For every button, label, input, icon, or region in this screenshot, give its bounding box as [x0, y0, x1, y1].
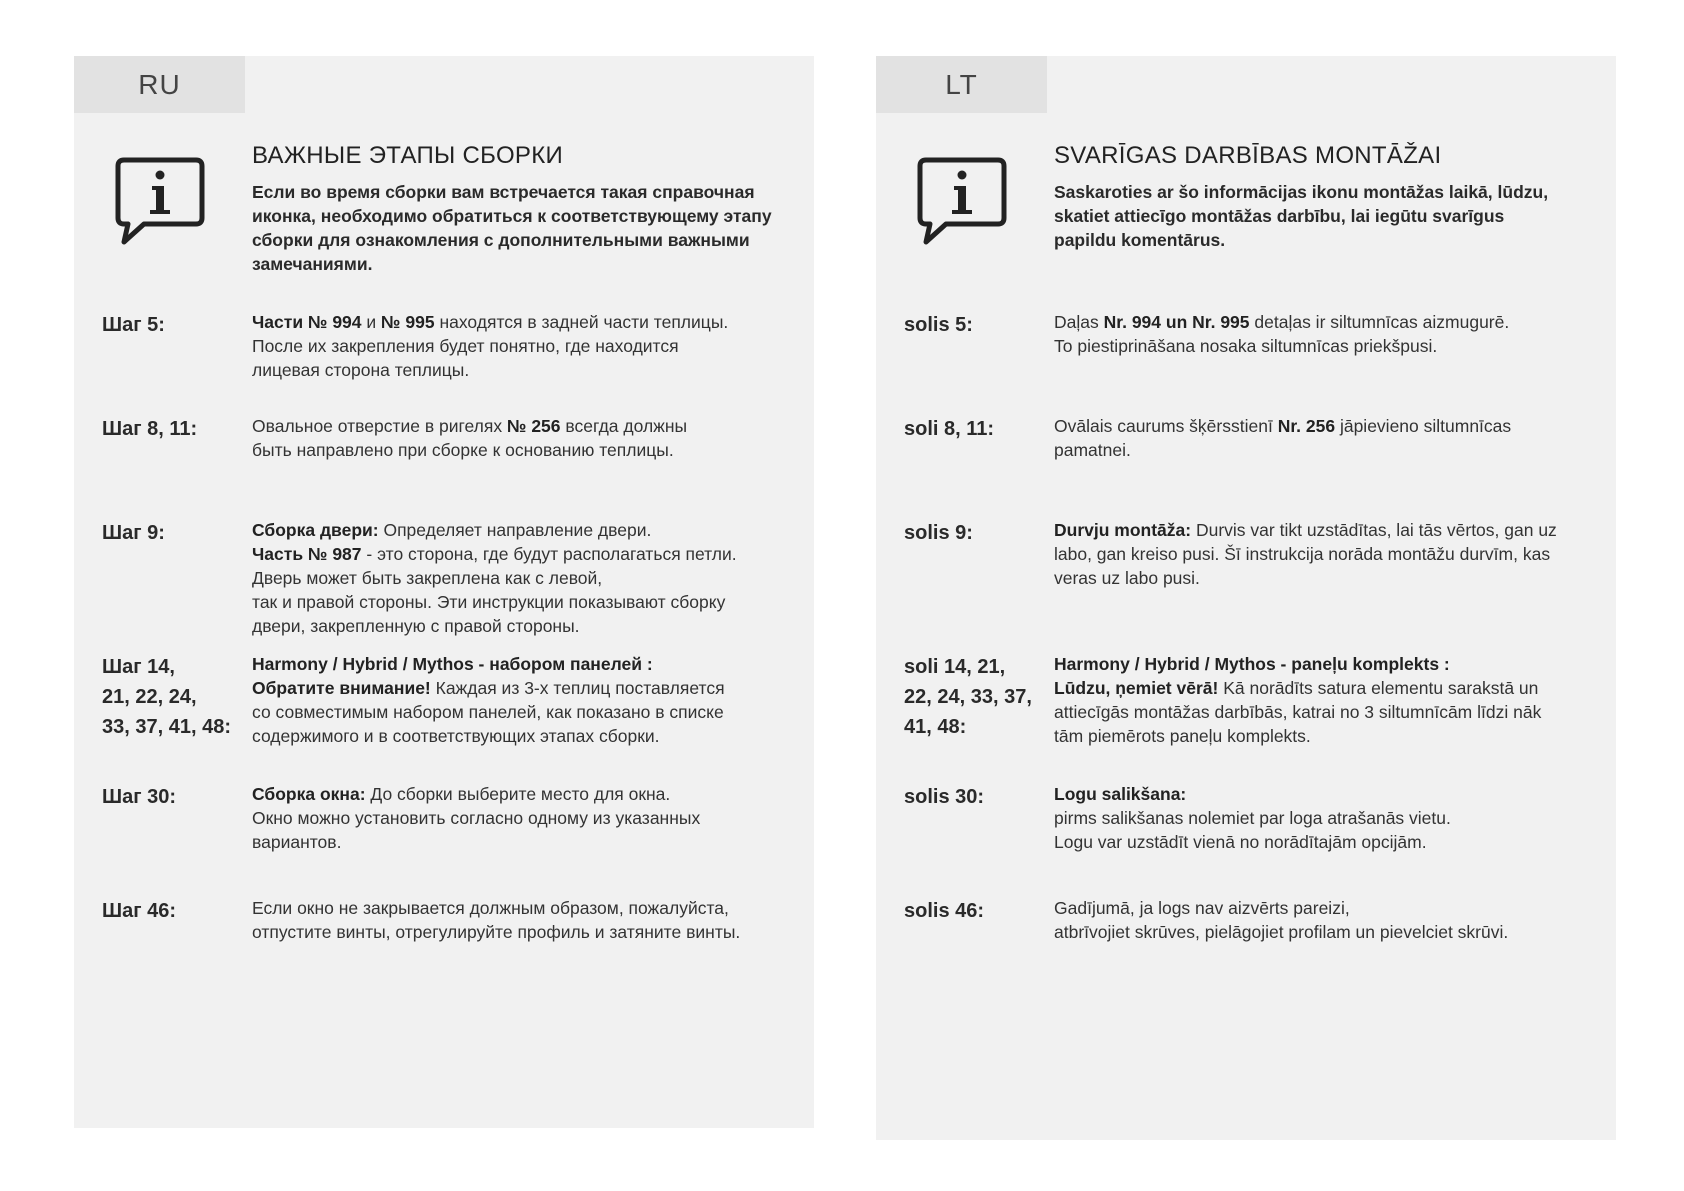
step-description	[1054, 782, 1574, 854]
step-line: pirms salikšanas nolemiet par loga atrašanās vietu.	[1054, 808, 1451, 828]
step-description	[1054, 518, 1574, 590]
bold-text: Обратите внимание!	[252, 678, 431, 698]
step-line: со совместимым набором панелей, как показано в списке	[252, 702, 724, 722]
step-label: soli 8, 11:	[904, 418, 995, 440]
bold-text: Сборка двери:	[252, 520, 379, 540]
step-label: solis 5:	[904, 314, 973, 336]
bold-text: Nr. 256	[1277, 416, 1336, 436]
bold-text: Logu salikšana:	[1054, 784, 1187, 804]
bold-text: № 256	[506, 416, 561, 436]
step-description	[252, 518, 800, 638]
page-title: SVARĪGAS DARBĪBAS MONTĀŽAI	[1054, 142, 1442, 169]
step-line: Овальное отверстие в ригелях № 256 всегда должны	[252, 416, 688, 436]
step-line: отпустите винты, отрегулируйте профиль и затяните винты.	[252, 922, 741, 942]
step-line: Дверь может быть закреплена как с левой,	[252, 568, 603, 588]
bold-text: Harmony / Hybrid / Mythos - набором панелей :	[252, 654, 653, 674]
bold-text: Harmony / Hybrid / Mythos - paneļu komplekts :	[1054, 654, 1450, 674]
step-line: Обратите внимание! Каждая из 3-х теплиц поставляется	[252, 678, 725, 698]
lt-panel	[876, 56, 1616, 1140]
step-line: вариантов.	[252, 832, 342, 852]
step-line: To piestiprināšana nosaka siltumnīcas priekšpusi.	[1054, 336, 1438, 356]
step-line	[1054, 782, 1574, 806]
step-description	[1054, 414, 1574, 462]
step-description	[1054, 652, 1574, 748]
step-label-line: 41, 48:	[904, 716, 967, 738]
ru-panel	[74, 56, 814, 1128]
step-label-line: soli 14, 21,	[904, 656, 1006, 678]
step-line: содержимого и в соответствующих этапах сборки.	[252, 726, 660, 746]
step-line: Daļas Nr. 994 un Nr. 995 detaļas ir siltumnīcas aizmugurē.	[1054, 312, 1510, 332]
step-line: Logu var uzstādīt vienā no norādītajām opcijām.	[1054, 832, 1427, 852]
step-line: лицевая сторона теплицы.	[252, 360, 470, 380]
step-line	[1054, 652, 1574, 676]
language-tab-ru: RU	[74, 56, 245, 113]
step-line: atbrīvojiet skrūves, pielāgojiet profilam un pievelciet skrūvi.	[1054, 922, 1509, 942]
step-description	[252, 896, 800, 944]
step-line: attiecīgās montāžas darbībās, katrai no 3 siltumnīcām līdzi nāk	[1054, 702, 1542, 722]
step-label	[904, 652, 1044, 742]
step-line: labo, gan kreiso pusi. Šī instrukcija norāda montāžu durvīm, kas	[1054, 544, 1551, 564]
bold-text: Сборка окна:	[252, 784, 366, 804]
step-line: Lūdzu, ņemiet vērā! Kā norādīts satura elementu sarakstā un	[1054, 678, 1539, 698]
step-label	[102, 652, 242, 742]
step-line: Ovālais caurums šķērsstienī Nr. 256 jāpievieno siltumnīcas pamatnei.	[1054, 416, 1512, 460]
step-description	[252, 310, 800, 382]
step-line: Durvju montāža: Durvis var tikt uzstādītas, lai tās vērtos, gan uz	[1054, 520, 1557, 540]
step-label: solis 30:	[904, 786, 985, 808]
info-speech-bubble-icon	[114, 156, 206, 252]
language-tab-lt: LT	[876, 56, 1047, 113]
step-label-line: 33, 37, 41, 48:	[102, 716, 231, 738]
bold-text: Часть № 987	[252, 544, 362, 564]
step-line: Окно можно установить согласно одному из указанных	[252, 808, 701, 828]
step-label-line: 21, 22, 24,	[102, 686, 197, 708]
intro-text: Saskaroties ar šo informācijas ikonu montāžas laikā, lūdzu, skatiet attiecīgo montāžas darbību, lai iegūtu svarīgus papildu komentārus.	[1054, 182, 1549, 250]
step-line: tām piemērots paneļu komplekts.	[1054, 726, 1311, 746]
bold-text: № 995	[381, 312, 435, 332]
info-speech-bubble-icon	[916, 156, 1008, 252]
intro-text: Если во время сборки вам встречается такая справочная иконка, необходимо обратиться к соответствующему этапу сборки для ознакомления с дополнительными важными замечаниями.	[252, 182, 772, 274]
step-line: Часть № 987 - это сторона, где будут располагаться петли.	[252, 544, 737, 564]
step-line	[252, 652, 800, 676]
step-label: Шаг 8, 11:	[102, 418, 198, 440]
step-line: veras uz labo pusi.	[1054, 568, 1200, 588]
step-description	[1054, 896, 1574, 944]
step-line: Части № 994 и № 995 находятся в задней части теплицы.	[252, 312, 729, 332]
step-label: Шаг 46:	[102, 900, 177, 922]
step-label: Шаг 30:	[102, 786, 177, 808]
step-description	[252, 652, 800, 748]
step-description	[252, 782, 800, 854]
step-label: Шаг 5:	[102, 314, 165, 336]
step-line: так и правой стороны. Эти инструкции показывают сборку	[252, 592, 726, 612]
page-title: ВАЖНЫЕ ЭТАПЫ СБОРКИ	[252, 142, 564, 169]
bold-text: Nr. 994 un Nr. 995	[1103, 312, 1250, 332]
step-label-line: Шаг 14,	[102, 656, 175, 678]
step-line: После их закрепления будет понятно, где находится	[252, 336, 679, 356]
bold-text: Lūdzu, ņemiet vērā!	[1054, 678, 1219, 698]
step-line: двери, закрепленную с правой стороны.	[252, 616, 580, 636]
step-line: Gadījumā, ja logs nav aizvērts pareizi,	[1054, 898, 1350, 918]
step-line: Сборка двери: Определяет направление двери.	[252, 520, 652, 540]
step-line: быть направлено при сборке к основанию теплицы.	[252, 440, 674, 460]
step-line: Сборка окна: До сборки выберите место для окна.	[252, 784, 671, 804]
bold-text: Части № 994	[252, 312, 362, 332]
step-label-line: 22, 24, 33, 37,	[904, 686, 1032, 708]
step-description	[1054, 310, 1574, 358]
step-label: Шаг 9:	[102, 522, 165, 544]
step-description	[252, 414, 800, 462]
step-label: solis 9:	[904, 522, 973, 544]
bold-text: Durvju montāža:	[1054, 520, 1192, 540]
step-label: solis 46:	[904, 900, 985, 922]
step-line: Если окно не закрывается должным образом, пожалуйста,	[252, 898, 729, 918]
